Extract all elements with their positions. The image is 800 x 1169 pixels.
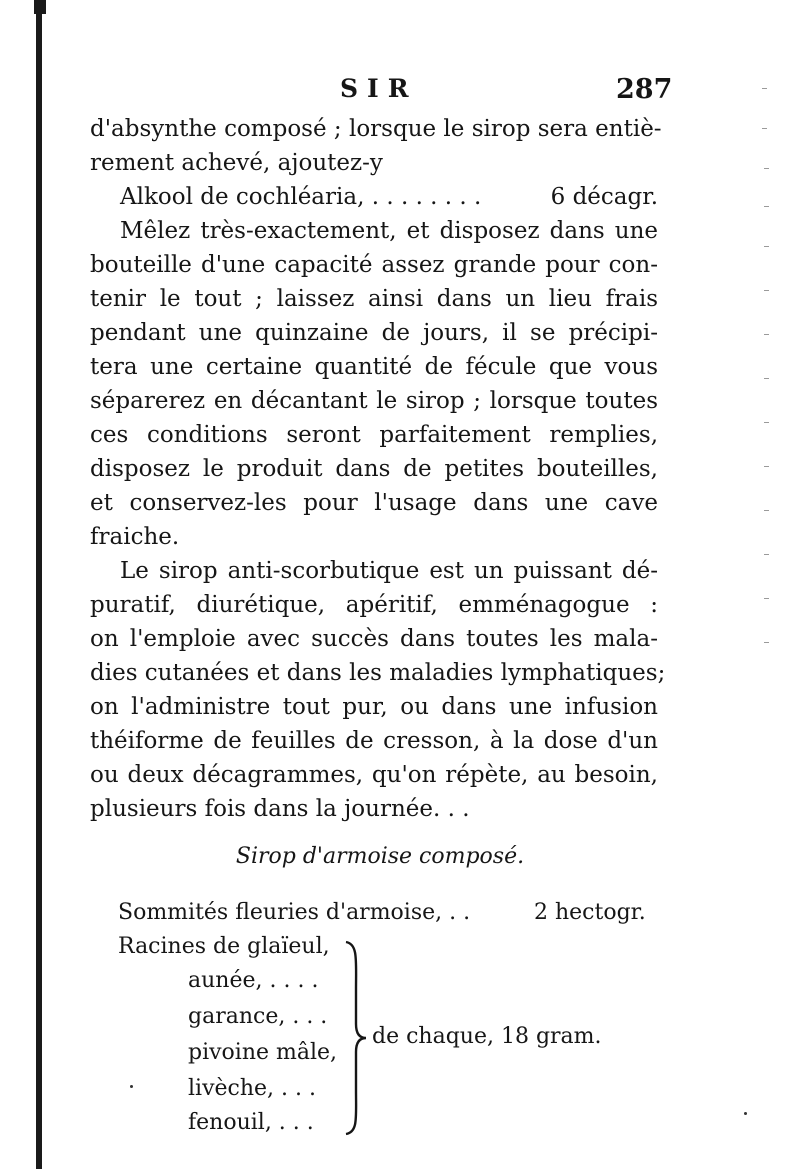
text-line: on l'administre tout pur, ou dans une infusion [90,694,658,720]
margin-mark [764,554,769,555]
text-line: disposez le produit dans de petites bouteilles, [90,456,658,482]
text-line: rement achevé, ajoutez-y [90,150,383,176]
ingredient-label: Alkool de cochléaria, . . . . . . . . [120,184,482,210]
text-line: ces conditions seront parfaitement remplies, [90,422,658,448]
ingredient-aunee: aunée, . . . . [188,968,319,993]
text-line: Le sirop anti-scorbutique est un puissant dé- [120,558,658,584]
text-line: théiforme de feuilles de cresson, à la dose d'un [90,728,658,754]
ingredient-fenouil: fenouil, . . . [188,1110,314,1135]
alcohol-ingredient-line [90,180,658,214]
paragraph-instructions [90,214,658,554]
book-spine-edge [36,0,42,1169]
text-line: bouteille d'une capacité assez grande pour con- [90,252,658,278]
margin-mark [764,334,769,335]
ingredient-row [90,180,658,214]
ingredient-label-armoise: Sommités fleuries d'armoise, . . [118,900,471,925]
curly-brace-icon [342,940,370,1136]
text-line: plusieurs fois dans la journée. . . [90,796,470,822]
text-line: Mêlez très-exactement, et disposez dans une [120,218,658,244]
margin-mark [764,378,769,379]
text-line: tenir le tout ; laissez ainsi dans un lieu frais [90,286,658,312]
ink-speck [744,1112,747,1115]
page-number: 287 [616,74,673,105]
text-line: dies cutanées et dans les maladies lymphatiques; [90,660,666,686]
text-line: fraiche. [90,524,180,550]
margin-mark [764,422,769,423]
ink-speck [130,1085,133,1088]
text-line: et conservez-les pour l'usage dans une cave [90,490,658,516]
margin-mark [764,290,769,291]
text-line: séparerez en décantant le sirop ; lorsque toutes [90,388,658,414]
text-line: tera une certaine quantité de fécule que vous [90,354,658,380]
ingredient-amount: 6 décagr. [550,184,658,210]
margin-mark [764,598,769,599]
book-spine-top [34,0,46,14]
paragraph-continuation [90,112,662,180]
shared-amount: de chaque, 18 gram. [372,1024,602,1049]
text-line: ou deux décagrammes, qu'on répète, au besoin, [90,762,658,788]
ingredient-glaieul: Racines de glaïeul, [118,934,330,959]
margin-mark [764,510,769,511]
paragraph-uses [90,554,666,826]
margin-mark [762,128,767,129]
ingredient-garance: garance, . . . [188,1004,328,1029]
ingredient-amount-armoise: 2 hectogr. [534,900,646,925]
margin-mark [764,642,769,643]
margin-mark [764,206,769,207]
recipe-heading: Sirop d'armoise composé. [235,844,525,869]
ingredient-pivoine: pivoine mâle, [188,1040,338,1065]
text-line: puratif, diurétique, apéritif, emménagogue : [90,592,658,618]
margin-mark [764,246,769,247]
margin-mark [764,168,769,169]
text-line: on l'emploie avec succès dans toutes les mala- [90,626,658,652]
margin-mark [764,466,769,467]
text-line: d'absynthe composé ; lorsque le sirop sera entiè- [90,116,662,142]
margin-mark [762,88,767,89]
text-line: pendant une quinzaine de jours, il se précipi- [90,320,658,346]
running-title: SIR [340,74,418,103]
ingredient-liveche: livèche, . . . [188,1076,316,1101]
